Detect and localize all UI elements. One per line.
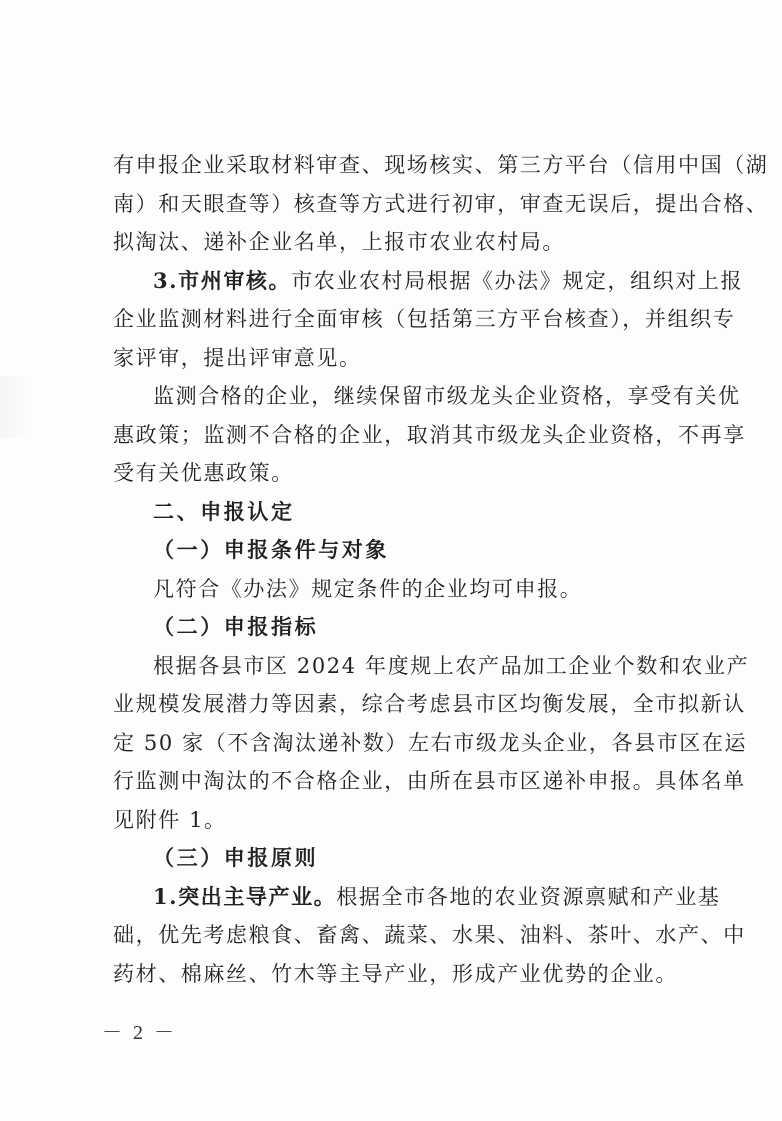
body-line: 见附件 1。 [113,807,227,832]
body-text: 根据全市各地的农业资源禀赋和产业基 [336,884,721,909]
body-line: 行监测中淘汰的不合格企业，由所在县市区递补申报。具体名单 [113,769,746,793]
subsection-heading: （二）申报指标 [153,615,319,639]
body-line: 础，优先考虑粮食、畜禽、蔬菜、水果、油料、茶叶、水产、中 [113,923,746,947]
paragraph-city-review [113,262,744,301]
body-line: 拟淘汰、递补企业名单，上报市农业农村局。 [113,230,565,254]
section-label-main-industry: 1.突出主导产业。 [153,883,337,909]
scan-artifact [0,376,30,438]
page-number: － 2 － [102,1022,177,1044]
subsection-heading: （一）申报条件与对象 [153,538,389,562]
body-line: 凡符合《办法》规定条件的企业均可申报。 [153,576,583,601]
body-line: 根据各县市区 2024 年度规上农产品加工企业个数和农业产 [153,653,750,678]
body-line: 家评审，提出评审意见。 [113,345,362,370]
section-heading: 二、申报认定 [153,499,295,524]
body-line: 定 50 家（不含淘汰递补数）左右市级龙头企业，各县市区在运 [113,730,748,755]
body-line: 惠政策；监测不合格的企业，取消其市级龙头企业资格，不再享 [113,422,746,447]
body-line: 业规模发展潜力等因素，综合考虑县市区均衡发展，全市拟新认 [113,692,746,716]
body-line: 企业监测材料进行全面审核（包括第三方平台核查），并组织专 [113,307,736,331]
body-line: 有申报企业采取材料审查、现场核实、第三方平台（信用中国（湖 [113,153,769,177]
body-line: 监测合格的企业，继续保留市级龙头企业资格，享受有关优 [153,384,741,408]
paragraph-main-industry [113,878,721,917]
body-line: 受有关优惠政策。 [113,461,294,485]
body-text: 市农业农村局根据《办法》规定，组织对上报 [291,268,744,293]
subsection-heading: （三）申报原则 [153,846,319,870]
body-line: 药材、棉麻丝、竹木等主导产业，形成产业优势的企业。 [113,961,678,986]
document-body [113,146,769,993]
body-line: 南）和天眼查等）核查等方式进行初审，审查无误后，提出合格、 [113,191,769,216]
section-label-city-review: 3.市州审核。 [153,267,292,293]
